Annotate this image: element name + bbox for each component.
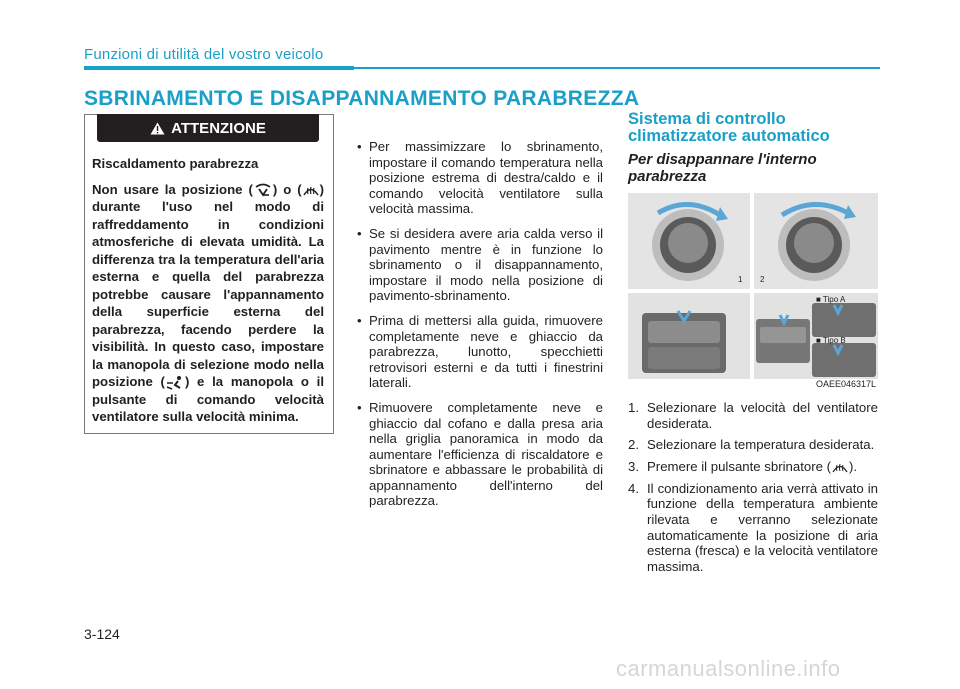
- warning-text-2: ) o (: [272, 181, 302, 197]
- control-panel-figure: [628, 193, 878, 389]
- tipo-a-label: ■ Tipo A: [816, 295, 846, 304]
- list-item: [628, 459, 878, 475]
- floor-defrost-mode-icon: [253, 182, 273, 198]
- bullet-column: [355, 139, 603, 518]
- warning-body: [92, 155, 324, 434]
- section-subheading: Per disappannare l'interno parabrezza: [628, 151, 817, 185]
- page-title: SBRINAMENTO E DISAPPANNAMENTO PARABREZZA: [84, 87, 640, 110]
- list-item: [628, 437, 878, 453]
- section-label: Funzioni di utilità del vostro veicolo: [84, 46, 324, 63]
- figure-panel-2: [754, 193, 878, 289]
- steps-list: [628, 400, 878, 580]
- header-rule-thin: [354, 67, 880, 69]
- watermark: carmanualsonline.info: [616, 656, 841, 681]
- step-text: Il condizionamento aria verrà attivato in funzione della temperatura ambiente rilevata e verranno selezionate automaticamente la posizione di aria esterna (fresca) e la velocità ventilatore massima.: [647, 480, 878, 574]
- figure-label-1: 1: [738, 275, 743, 284]
- step-number: 2.: [628, 437, 639, 453]
- figure-code: OAEE046317L: [815, 379, 876, 389]
- header-rule-thick: [84, 66, 354, 70]
- defrost-icon: [831, 460, 849, 475]
- figure-label-2: 2: [760, 275, 765, 284]
- warning-text-1: Non usare la posizione (: [92, 181, 253, 197]
- step-number: 1.: [628, 400, 639, 415]
- page-number: 3-124: [84, 626, 120, 642]
- list-item: [628, 481, 878, 575]
- warning-subheading: Riscaldamento parabrezza: [92, 156, 259, 171]
- knob-illustration: [754, 193, 878, 289]
- buttons-illustration: [628, 293, 750, 379]
- step-number: 3.: [628, 458, 639, 474]
- defrost-icon: [302, 183, 320, 198]
- figure-panel-3: [628, 293, 750, 379]
- list-item: [628, 400, 878, 431]
- step-text: Selezionare la temperatura desiderata.: [647, 437, 875, 453]
- list-item: • Rimuovere completamente neve e ghiaccio dal cofano e dalla presa aria nella griglia panoramica in modo da aumentare l'efficienza di riscaldatore e sbrinatore e abbassare le probabilità di appannamento dell'interno del parabrezza.: [355, 400, 603, 509]
- step-text: Selezionare la velocità del ventilatore desiderata.: [647, 400, 878, 431]
- warning-heading: [97, 114, 319, 142]
- figure-panel-1: [628, 193, 750, 289]
- warning-text: [92, 181, 324, 426]
- warning-text-4: ) e la manopola o il pulsante di comando velocità ventilatore sulla velocità minima.: [92, 374, 324, 425]
- list-item: • Prima di mettersi alla guida, rimuovere completamente neve e ghiaccio da parabrezza, lunotto, specchietti retrovisori esterni e da tutti i finestrini laterali.: [355, 313, 603, 391]
- step-number: 4.: [628, 480, 639, 496]
- warning-text-3: ) durante l'uso nel modo di raffreddamento in condizioni atmosferiche di elevata umidità. La differenza tra la temperatura dell'aria esterna e quella del parabrezza potrebbe causare l'appannamento della superficie esterna del parabrezza, facendo perdere la visibilità. In questo caso, impostare la manopola di selezione modo nella posizione (: [92, 181, 324, 390]
- face-floor-mode-icon: [165, 375, 185, 391]
- list-item: • Per massimizzare lo sbrinamento, impostare il comando temperatura nella posizione estrema di destra/caldo e il comando velocità ventilatore sulla velocità massima.: [355, 139, 603, 217]
- tipo-b-label: ■ Tipo B: [816, 336, 846, 345]
- figure-panel-4: [754, 293, 878, 379]
- warning-triangle-icon: [150, 122, 165, 135]
- step-text: Premere il pulsante sbrinatore (: [647, 458, 831, 474]
- knob-illustration: [628, 193, 750, 289]
- step-text-end: ).: [848, 458, 858, 474]
- section-subtitle: Sistema di controllo climatizzatore automatico: [628, 110, 830, 145]
- warning-heading-text: ATTENZIONE: [171, 119, 266, 137]
- list-item: • Se si desidera avere aria calda verso il pavimento mentre è in funzione lo sbrinamento o il disappannamento, impostare il modo nella posizione di pavimento-sbrinamento.: [355, 226, 603, 304]
